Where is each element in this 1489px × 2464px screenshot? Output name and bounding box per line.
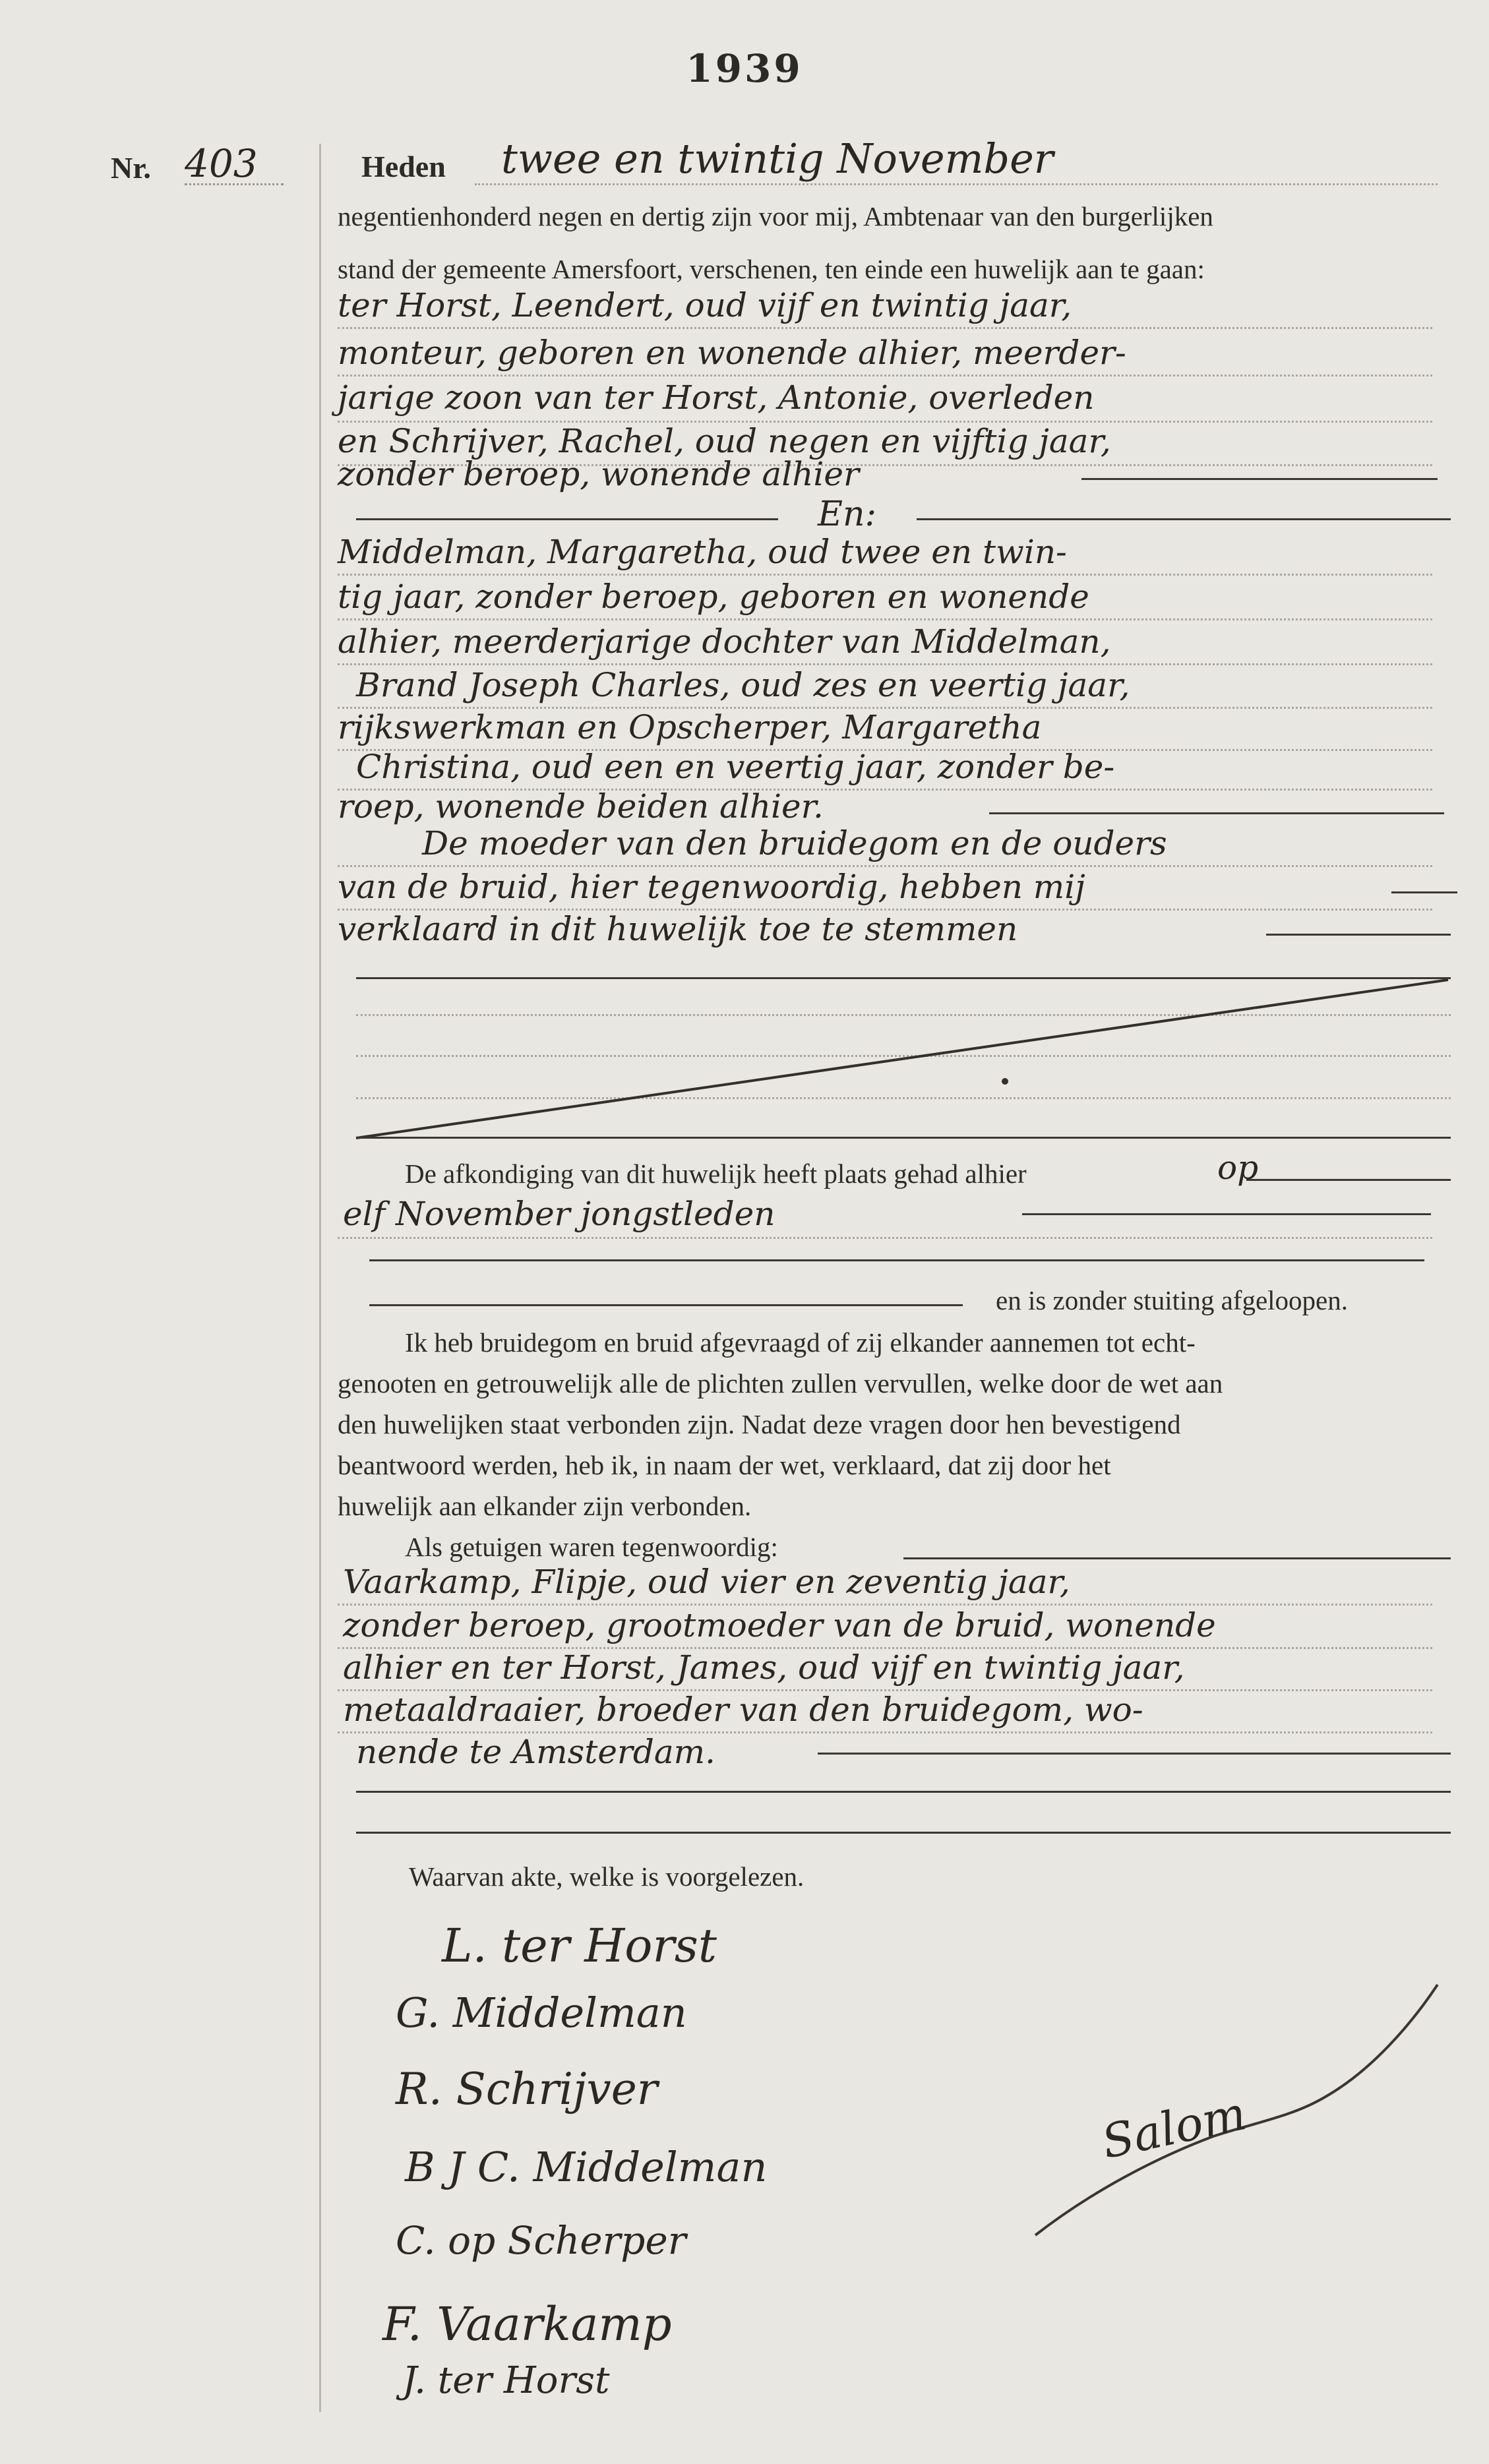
register-year: 1939 — [686, 46, 803, 91]
groom-line: ter Horst, Leendert, oud vijf en twintig jaar, — [338, 286, 1072, 324]
signature-groom-mother: R. Schrijver — [396, 2064, 658, 2115]
signature-bride: G. Middelman — [396, 1989, 687, 2037]
fill-rule — [369, 1304, 963, 1306]
strike-rule — [356, 1137, 1451, 1139]
fill-rule — [903, 1557, 1451, 1559]
intro-line-3: stand der gemeente Amersfoort, verschenen, ten einde een huwelijk aan te gaan: — [338, 254, 1205, 284]
declaration-line: beantwoord werden, heb ik, in naam der wet, verklaard, dat zij door het — [338, 1450, 1111, 1480]
bride-line: roep, wonende beiden alhier. — [338, 787, 824, 826]
consent-line: De moeder van den bruidegom en de ouders — [422, 824, 1167, 862]
bride-line: tig jaar, zonder beroep, geboren en wonende — [338, 578, 1089, 616]
bride-line: alhier, meerderjarige dochter van Middelman, — [338, 622, 1111, 661]
bride-line: Brand Joseph Charles, oud zes en veertig jaar, — [356, 666, 1130, 704]
groom-line: jarige zoon van ter Horst, Antonie, overleden — [338, 378, 1095, 417]
declaration-line: huwelijk aan elkander zijn verbonden. — [338, 1491, 752, 1521]
witness-line: zonder beroep, grootmoeder van de bruid, wonende — [343, 1606, 1216, 1644]
declaration-line: Ik heb bruidegom en bruid afgevraagd of zij elkander aannemen tot echt- — [405, 1327, 1196, 1358]
witness-line: alhier en ter Horst, James, oud vijf en twintig jaar, — [343, 1648, 1185, 1687]
proclamation-date: elf November jongstleden — [343, 1195, 775, 1233]
groom-line: monteur, geboren en wonende alhier, meerder- — [338, 334, 1126, 372]
signature-witness-2: J. ter Horst — [402, 2359, 610, 2402]
declaration-line: genooten en getrouwelijk alle de plichten zullen vervullen, welke door de wet aan — [338, 1368, 1223, 1398]
bride-line: rijkswerkman en Opscherper, Margaretha — [338, 708, 1042, 746]
witnesses-label: Als getuigen waren tegenwoordig: — [405, 1532, 778, 1562]
fill-rule — [818, 1753, 1451, 1755]
bride-line: Christina, oud een en veertig jaar, zonder be- — [356, 748, 1115, 786]
witness-line: Vaarkamp, Flipje, oud vier en zeventig jaar, — [343, 1563, 1070, 1601]
dotted-line — [338, 1604, 1432, 1606]
fill-rule — [356, 1832, 1451, 1834]
fill-rule — [1022, 1213, 1431, 1215]
dotted-line — [338, 1237, 1432, 1239]
bride-line: Middelman, Margaretha, oud twee en twin- — [338, 533, 1067, 571]
signature-bride-father: B J C. Middelman — [405, 2143, 768, 2191]
record-number-value: 403 — [185, 141, 258, 186]
witness-line: metaaldraaier, broeder van den bruidegom, wo- — [343, 1691, 1143, 1729]
intro-line-2: negentienhonderd negen en dertig zijn voor mij, Ambtenaar van den burgerlijken — [338, 201, 1213, 231]
consent-line: van de bruid, hier tegenwoordig, hebben mij — [338, 868, 1085, 906]
declaration-line: den huwelijken staat verbonden zijn. Nadat deze vragen door hen bevestigend — [338, 1409, 1181, 1439]
signature-bride-mother: C. op Scherper — [396, 2218, 686, 2263]
fill-rule — [356, 1791, 1451, 1793]
en-conjunction: En: — [818, 495, 876, 534]
closing-statement: Waarvan akte, welke is voorgelezen. — [409, 1861, 805, 1892]
groom-line: en Schrijver, Rachel, oud negen en vijftig jaar, — [338, 422, 1111, 460]
proclamation-text: De afkondiging van dit huwelijk heeft plaats gehad alhier — [405, 1158, 1027, 1189]
record-number-label: Nr. — [111, 151, 151, 185]
date-handwritten: twee en twintig November — [501, 135, 1054, 183]
consent-line: verklaard in dit huwelijk toe te stemmen — [338, 910, 1018, 948]
heden-label: Heden — [361, 150, 446, 183]
official-signature: Salom — [1097, 2086, 1251, 2170]
fill-rule — [1246, 1179, 1451, 1181]
proclamation-end: en is zonder stuiting afgeloopen. — [996, 1285, 1349, 1315]
fill-rule — [369, 1259, 1424, 1261]
groom-line: zonder beroep, wonende alhier — [338, 455, 859, 493]
signature-witness-1: F. Vaarkamp — [382, 2297, 672, 2351]
proclamation-op: op — [1217, 1149, 1259, 1187]
signature-groom: L. ter Horst — [442, 1919, 717, 1973]
witness-line: nende te Amsterdam. — [356, 1733, 715, 1771]
